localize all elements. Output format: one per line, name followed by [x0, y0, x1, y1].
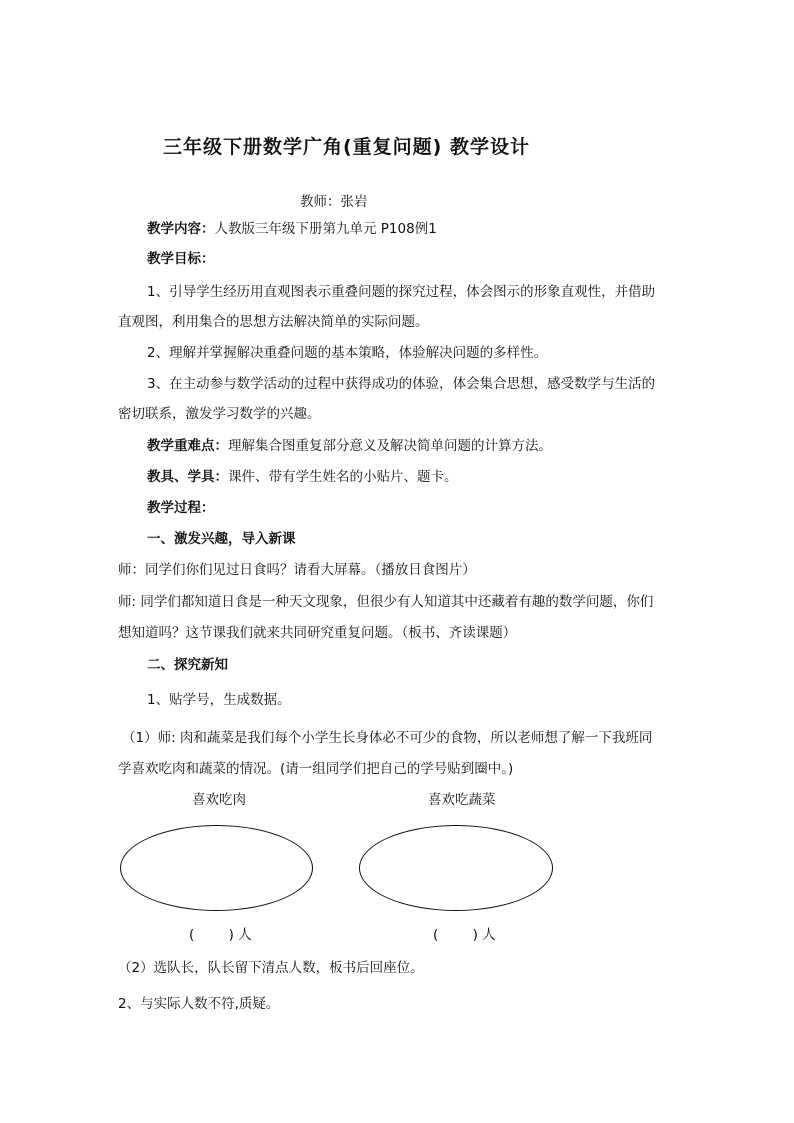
materials-text: 课件、带有学生姓名的小贴片、题卡。 — [228, 469, 458, 485]
teacher-name: 教师：张岩 — [300, 194, 368, 210]
teaching-content-label: 教学内容： — [147, 221, 215, 237]
objective-1-line-2: 直观图，利用集合的思想方法解决简单的实际问题。 — [118, 314, 429, 330]
step-1-sub-line-1: （1）师: 肉和蔬菜是我们每个小学生长身体必不可少的食物，所以老师想了解一下我班同 — [122, 730, 653, 746]
circle-right-label: 喜欢吃蔬菜 — [428, 792, 496, 808]
key-points-text: 理解集合图重复部分意义及解决简单问题的计算方法。 — [228, 438, 552, 454]
key-points — [147, 436, 552, 456]
document-title: 三年级下册数学广角(重复问题) 教学设计 — [163, 136, 530, 158]
key-points-label: 教学重难点： — [147, 438, 228, 454]
right-oval — [359, 825, 553, 911]
teacher-line-2b: 想知道吗？这节课我们就来共同研究重复问题。（板书、齐读课题） — [118, 625, 517, 641]
materials — [147, 467, 458, 487]
objective-1-line-1: 1、引导学生经历用直观图表示重叠问题的探究过程，体会图示的形象直观性，并借助 — [147, 284, 656, 300]
objective-3-line-1: 3、在主动参与数学活动的过程中获得成功的体验，体会集合思想，感受数学与生活的 — [147, 376, 656, 392]
materials-label: 教具、学具： — [147, 469, 228, 485]
process-heading: 教学过程： — [147, 500, 215, 516]
teaching-content — [147, 219, 437, 239]
objective-2: 2、理解并掌握解决重叠问题的基本策略，体验解决问题的多样性。 — [147, 345, 548, 361]
objectives-heading: 教学目标： — [147, 251, 215, 267]
teacher-line-1: 师：同学们你们见过日食吗？请看大屏幕。（播放日食图片） — [118, 562, 476, 578]
left-oval — [120, 825, 313, 911]
step-1-sub-2: （2）选队长，队长留下清点人数，板书后回座位。 — [118, 960, 424, 976]
teacher-line-2a: 师: 同学们都知道日食是一种天文现象，但很少有人知道其中还藏着有趣的数学问题，你们 — [118, 594, 654, 610]
step-1-sub-line-2: 学喜欢吃肉和蔬菜的情况。(请一组同学们把自己的学号贴到圈中。) — [118, 761, 514, 777]
step-1: 1、贴学号，生成数据。 — [147, 692, 291, 708]
section-1-heading: 一、激发兴趣，导入新课 — [147, 531, 296, 547]
objective-3-line-2: 密切联系，激发学习数学的兴趣。 — [118, 406, 321, 422]
teaching-content-text: 人教版三年级下册第九单元 P108例1 — [214, 221, 437, 237]
count-right: ( ) 人 — [433, 927, 496, 943]
circle-left-label: 喜欢吃肉 — [192, 792, 246, 808]
count-left: ( ) 人 — [189, 927, 252, 943]
step-2: 2、与实际人数不符,质疑。 — [118, 996, 280, 1012]
section-2-heading: 二、探究新知 — [147, 657, 228, 673]
